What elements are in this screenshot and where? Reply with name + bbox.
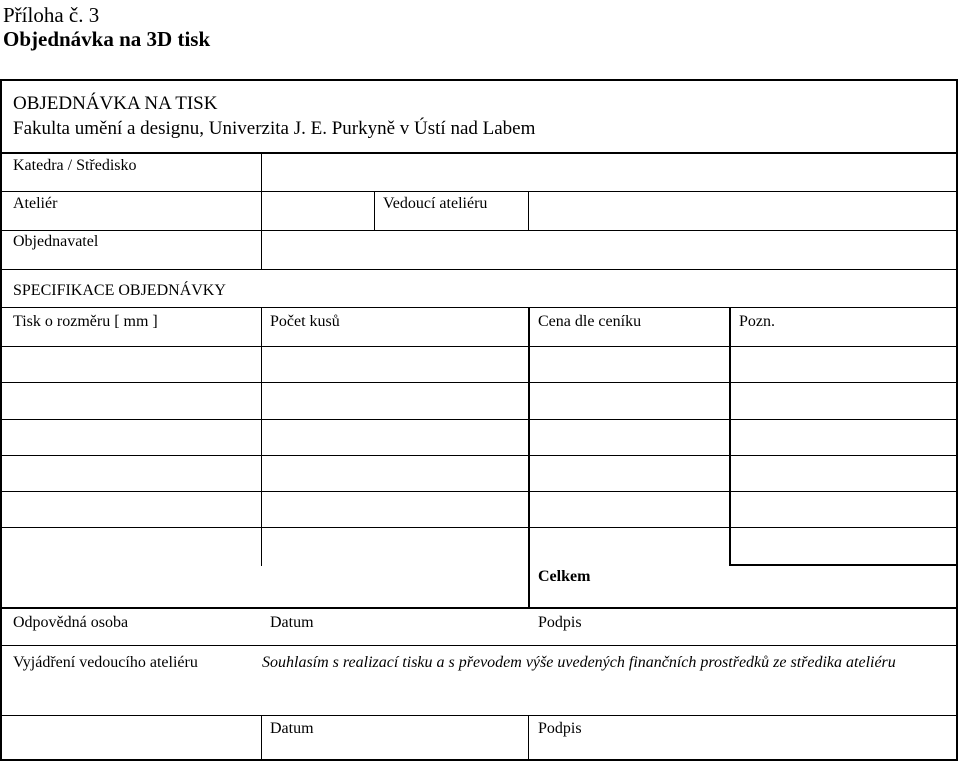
order-form bbox=[0, 79, 958, 761]
table-cell[interactable] bbox=[739, 499, 948, 523]
table-row-line-2 bbox=[0, 382, 958, 383]
divider-department bbox=[0, 191, 958, 192]
table-cell[interactable] bbox=[538, 427, 721, 451]
table-cell[interactable] bbox=[10, 390, 253, 415]
divider-studio-head bbox=[528, 192, 529, 230]
responsible-signature-label: Podpis bbox=[538, 614, 582, 631]
table-cell[interactable] bbox=[10, 535, 253, 560]
table-cell[interactable] bbox=[739, 463, 948, 487]
table-cell[interactable] bbox=[270, 535, 520, 560]
table-cell[interactable] bbox=[538, 390, 721, 415]
specification-heading: SPECIFIKACE OBJEDNÁVKY bbox=[13, 282, 226, 299]
total-label: Celkem bbox=[538, 568, 591, 585]
table-note-bottom bbox=[729, 564, 958, 566]
table-cell[interactable] bbox=[270, 427, 520, 451]
table-cell[interactable] bbox=[10, 463, 253, 487]
table-cell[interactable] bbox=[270, 354, 520, 378]
divider-statement-date bbox=[261, 716, 262, 761]
table-cell[interactable] bbox=[10, 427, 253, 451]
statement-text: Souhlasím s realizací tisku a s převodem výše uvedených finančních prostředků ze středika ateliéru bbox=[262, 654, 896, 671]
department-label: Katedra / Středisko bbox=[13, 157, 137, 174]
divider-total bbox=[0, 607, 958, 609]
responsible-label: Odpovědná osoba bbox=[13, 614, 129, 631]
table-cell[interactable] bbox=[538, 535, 721, 560]
table-cell[interactable] bbox=[538, 354, 721, 378]
table-cell[interactable] bbox=[270, 390, 520, 415]
divider-studio bbox=[374, 192, 375, 230]
table-row-line-5 bbox=[0, 491, 958, 492]
table-col-divider-2 bbox=[528, 308, 530, 609]
divider-statement bbox=[0, 715, 958, 716]
frame-top bbox=[0, 79, 958, 81]
divider-label-column bbox=[261, 153, 262, 269]
statement-signature-label: Podpis bbox=[538, 720, 582, 737]
table-cell[interactable] bbox=[10, 354, 253, 378]
column-note: Pozn. bbox=[739, 313, 775, 330]
annex-label: Příloha č. 3 bbox=[3, 3, 100, 27]
table-row-line-1 bbox=[0, 346, 958, 347]
table-cell[interactable] bbox=[739, 535, 948, 560]
divider-heading bbox=[0, 152, 958, 154]
studio-head-label: Vedoucí ateliéru bbox=[383, 195, 488, 212]
statement-label: Vyjádření vedoucího ateliéru bbox=[13, 654, 198, 671]
table-cell[interactable] bbox=[270, 499, 520, 523]
divider-specification bbox=[0, 307, 958, 308]
column-size: Tisk o rozměru [ mm ] bbox=[13, 313, 158, 330]
institution-name: Fakulta umění a designu, Univerzita J. E. Purkyně v Ústí nad Labem bbox=[13, 118, 536, 139]
statement-date-label: Datum bbox=[270, 720, 314, 737]
frame-left bbox=[0, 79, 2, 761]
table-row-line-6 bbox=[0, 527, 958, 528]
table-cell[interactable] bbox=[270, 463, 520, 487]
studio-label: Ateliér bbox=[13, 195, 58, 212]
table-cell[interactable] bbox=[538, 463, 721, 487]
table-cell[interactable] bbox=[739, 390, 948, 415]
form-heading: OBJEDNÁVKA NA TISK bbox=[13, 93, 218, 114]
responsible-date-label: Datum bbox=[270, 614, 314, 631]
column-price: Cena dle ceníku bbox=[538, 313, 642, 330]
column-quantity: Počet kusů bbox=[270, 313, 340, 330]
divider-orderer bbox=[0, 269, 958, 270]
document-title: Objednávka na 3D tisk bbox=[3, 27, 211, 51]
table-cell[interactable] bbox=[739, 354, 948, 378]
table-row-line-4 bbox=[0, 455, 958, 456]
table-row-line-3 bbox=[0, 419, 958, 420]
table-cell[interactable] bbox=[739, 427, 948, 451]
divider-studio-row bbox=[0, 230, 958, 231]
table-cell[interactable] bbox=[538, 499, 721, 523]
table-cell[interactable] bbox=[10, 499, 253, 523]
frame-right bbox=[956, 79, 958, 761]
divider-statement-signature bbox=[528, 716, 529, 761]
orderer-label: Objednavatel bbox=[13, 233, 99, 250]
divider-responsible bbox=[0, 645, 958, 646]
